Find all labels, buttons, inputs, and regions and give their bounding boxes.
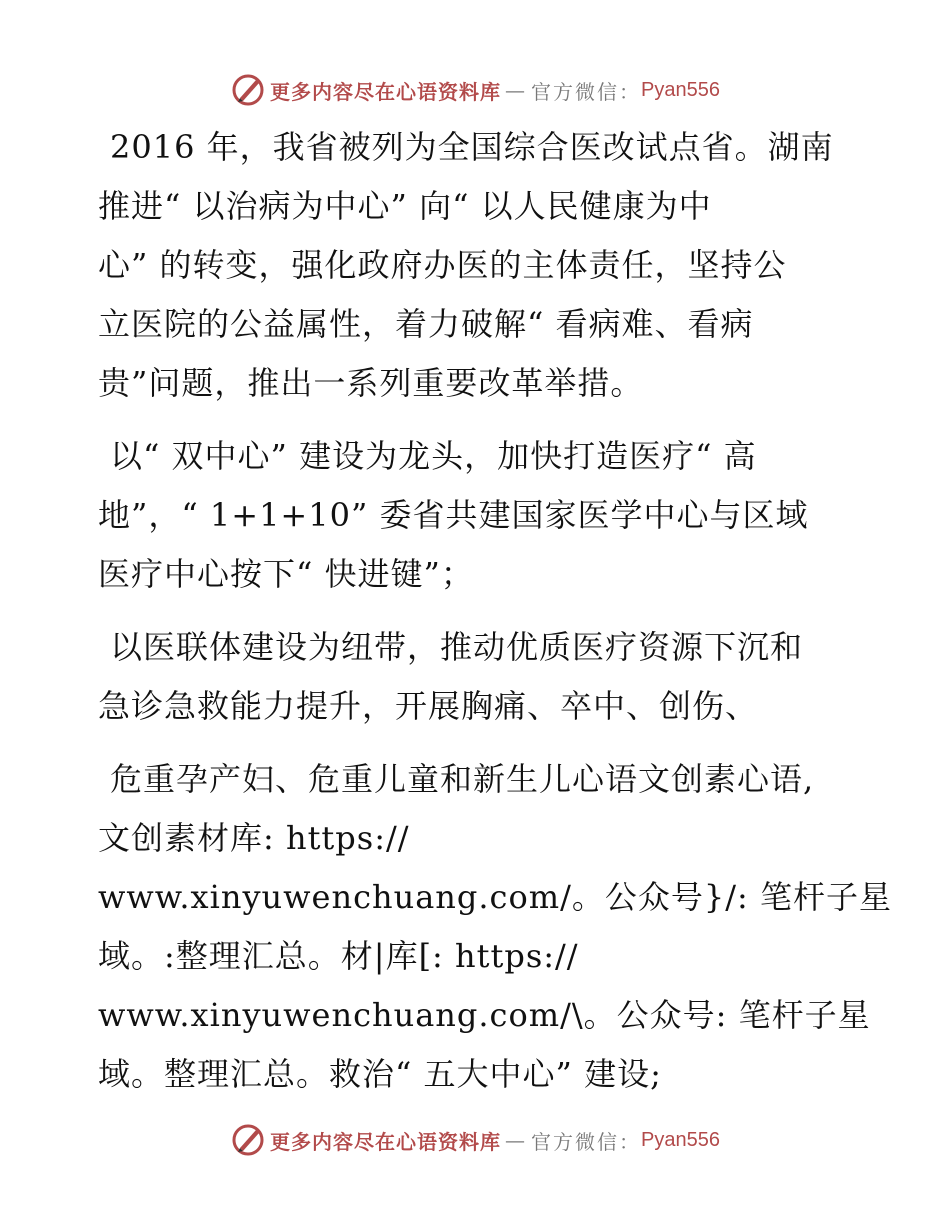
text-line: 以“ 双中心” 建设为龙头，加快打造医疗“ 高 [110,437,757,475]
text-line: 立医院的公益属性，着力破解“ 看病难、看病 [98,305,754,343]
text-line: 危重孕产妇、危重儿童和新生儿心语文创素心语, [110,760,815,798]
watermark-dash: — [505,78,526,102]
text-line: 2016 年，我省被列为全国综合医改试点省。湖南 [110,128,834,166]
paragraph [98,618,858,736]
paragraph [98,118,858,413]
text-line: 文创素材库: https:// [98,819,410,857]
watermark-id: Pyan556 [641,1128,720,1151]
header-watermark [0,68,950,112]
text-line: 急诊急救能力提升，开展胸痛、卒中、创伤、 [98,687,759,725]
text-line: 贵”问题，推出一系列重要改革举措。 [98,364,644,402]
text-line: 域。:整理汇总。材|库[: https:// [98,937,579,975]
text-line: 推进“ 以治病为中心” 向“ 以人民健康为中 [98,187,712,225]
watermark-text: 更多内容尽在心语资料库 [270,1129,502,1154]
pen-logo-icon [230,72,266,108]
text-line: 以医联体建设为纽带，推动优质医疗资源下沉和 [110,628,804,666]
paragraph [98,427,858,604]
text-line: 医疗中心按下“ 快进键”； [98,555,474,593]
watermark-text: 更多内容尽在心语资料库 [270,79,502,104]
pen-logo-icon [230,1122,266,1158]
watermark-sub: 官方微信： [531,1129,642,1154]
text-line: 域。整理汇总。救治“ 五大中心” 建设; [98,1055,662,1093]
watermark-dash: — [505,1128,526,1152]
text-line: 地”，“ 1+1+10” 委省共建国家医学中心与区域 [98,496,809,534]
text-line: 心” 的转变，强化政府办医的主体责任，坚持公 [98,246,787,284]
text-line: www.xinyuwenchuang.com/\。公众号: 笔杆子星 [98,996,871,1034]
paragraph [98,750,892,1104]
watermark-sub: 官方微信： [531,79,642,104]
text-line: www.xinyuwenchuang.com/。公众号}/: 笔杆子星 [98,878,892,916]
watermark-id: Pyan556 [641,78,720,101]
footer-watermark [0,1118,950,1162]
document-body [98,118,892,1104]
